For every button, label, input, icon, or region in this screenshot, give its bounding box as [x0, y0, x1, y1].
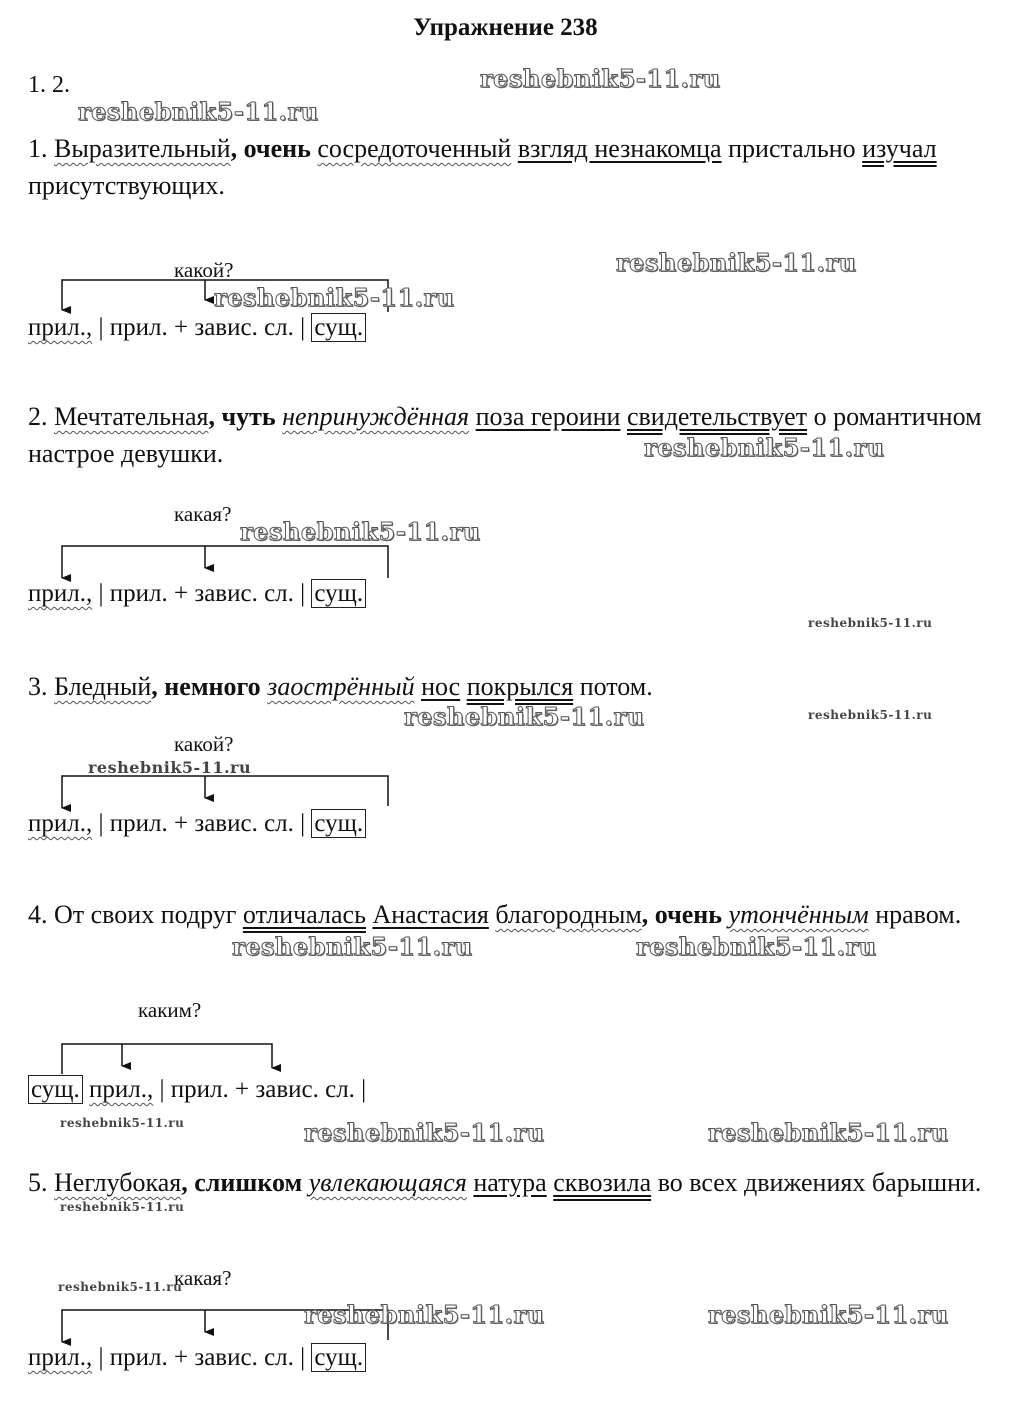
- adverb-word: очень: [654, 900, 723, 929]
- watermark: reshebnik5-11.ru: [644, 433, 885, 462]
- arrow-group-2: [62, 546, 388, 578]
- adverb-word: очень: [243, 134, 311, 163]
- scheme-adj-dep: | прил. + завис. сл. |: [98, 1344, 306, 1371]
- comma: ,: [208, 402, 215, 431]
- page-title: Упражнение 238: [413, 14, 598, 41]
- scheme-question: какая?: [174, 502, 232, 526]
- scheme-adj-dep: | прил. + завис. сл. |: [98, 580, 306, 607]
- sentence-rest: во всех движениях барышни.: [657, 1168, 982, 1197]
- sentence-rest: потом.: [579, 672, 653, 701]
- sentence-number: 1.: [28, 134, 48, 163]
- sentence-rest: о романтичном настрое девушки.: [28, 402, 982, 468]
- watermark: reshebnik5-11.ru: [480, 64, 721, 93]
- scheme-noun-box: сущ.: [311, 1343, 366, 1372]
- watermark: reshebnik5-11.ru: [60, 1116, 185, 1130]
- subject-words: нос: [421, 672, 461, 701]
- watermark: reshebnik5-11.ru: [240, 517, 481, 546]
- scheme-adj: прил.,: [28, 1344, 93, 1371]
- definition-word: увлекающаяся: [308, 1168, 467, 1197]
- watermark: reshebnik5-11.ru: [88, 758, 252, 777]
- watermark: reshebnik5-11.ru: [304, 1118, 545, 1147]
- watermark: reshebnik5-11.ru: [78, 97, 319, 126]
- watermark: reshebnik5-11.ru: [808, 708, 933, 722]
- watermark: reshebnik5-11.ru: [60, 1200, 185, 1214]
- scheme-question: какая?: [174, 1266, 232, 1290]
- sentence-rest: нравом.: [875, 900, 962, 929]
- definition-word: благородным: [495, 900, 642, 929]
- scheme-adj-dep: | прил. + завис. сл. |: [159, 1076, 367, 1103]
- sentence-number: 4.: [28, 900, 48, 929]
- watermark: reshebnik5-11.ru: [404, 702, 645, 731]
- definition-word: Бледный: [54, 672, 152, 701]
- scheme-adj: прил.,: [28, 314, 93, 341]
- adverb-word: слишком: [194, 1168, 303, 1197]
- watermark: reshebnik5-11.ru: [708, 1300, 949, 1329]
- comma: ,: [641, 900, 649, 929]
- scheme-adj: прил.,: [89, 1076, 154, 1103]
- definition-word: Мечтательная: [54, 402, 209, 431]
- scheme-noun-box: сущ.: [311, 809, 366, 838]
- watermark: reshebnik5-11.ru: [616, 248, 857, 277]
- sentence-number: 3.: [28, 672, 48, 701]
- subject-words: взгляд незнакомца: [517, 134, 722, 163]
- subject-word: Анастасия: [372, 900, 489, 929]
- arrow-group-3: [62, 776, 388, 808]
- scheme-question: какой?: [174, 732, 234, 756]
- watermark: reshebnik5-11.ru: [304, 1300, 545, 1329]
- scheme-adj: прил.,: [28, 580, 93, 607]
- scheme-adj-dep: | прил. + завис. сл. |: [98, 314, 306, 341]
- scheme-noun-box: сущ.: [28, 1075, 83, 1104]
- predicate-word: отличалась: [242, 900, 366, 929]
- sentence-number: 5.: [28, 1168, 48, 1197]
- subject-words: поза героини: [475, 402, 621, 431]
- comma: ,: [181, 1168, 188, 1197]
- watermark: reshebnik5-11.ru: [58, 1280, 183, 1294]
- definition-word: непринуждённая: [282, 402, 470, 431]
- scheme-adj: прил.,: [28, 810, 93, 837]
- definition-word: утончённым: [728, 900, 869, 929]
- arrow-group-4: [62, 1044, 272, 1074]
- sentence-rest: присутствующих.: [28, 171, 225, 200]
- watermark: reshebnik5-11.ru: [636, 932, 877, 961]
- definition-word: Выразительный: [54, 134, 231, 163]
- scheme-question: каким?: [138, 998, 202, 1022]
- sentence-number: 2.: [28, 402, 48, 431]
- adverb-word: чуть: [221, 402, 276, 431]
- subject-word: натура: [473, 1168, 547, 1197]
- predicate-word: свидетельствует: [626, 402, 808, 431]
- watermark: reshebnik5-11.ru: [232, 932, 473, 961]
- scheme-adj-dep: | прил. + завис. сл. |: [98, 810, 306, 837]
- definition-word: Неглубокая: [54, 1168, 182, 1197]
- adverb-word: немного: [164, 672, 261, 701]
- definition-word: заострённый: [267, 672, 415, 701]
- plain-word: пристально: [728, 134, 856, 163]
- definition-word: сосредоточенный: [317, 134, 512, 163]
- task-numbers: 1. 2.: [28, 72, 70, 98]
- comma: ,: [151, 672, 158, 701]
- comma: ,: [230, 134, 238, 163]
- scheme-noun-box: сущ.: [311, 313, 366, 342]
- watermark: reshebnik5-11.ru: [808, 616, 933, 630]
- scheme-noun-box: сущ.: [311, 579, 366, 608]
- predicate-word: покрылся: [466, 672, 574, 701]
- scheme-question: какой?: [174, 258, 234, 282]
- watermark: reshebnik5-11.ru: [708, 1118, 949, 1147]
- predicate-word: сквозила: [553, 1168, 652, 1197]
- predicate-word: изучал: [862, 134, 937, 163]
- plain-words: От своих подруг: [54, 900, 237, 929]
- watermark: reshebnik5-11.ru: [214, 283, 455, 312]
